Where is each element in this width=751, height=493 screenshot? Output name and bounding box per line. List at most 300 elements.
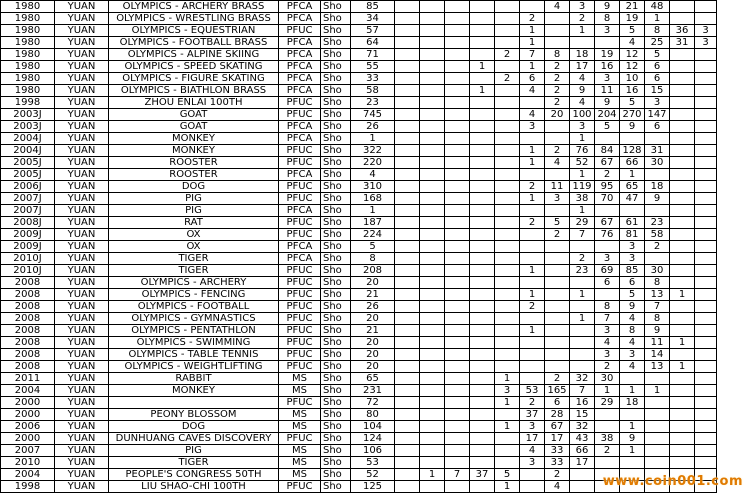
table-cell: OLYMPICS - SWIMMING <box>109 337 279 349</box>
table-cell: 52 <box>570 157 595 169</box>
table-cell <box>420 169 445 181</box>
table-cell: 9 <box>570 85 595 97</box>
table-cell <box>695 61 717 73</box>
table-row <box>1 421 717 433</box>
table-row <box>1 1 717 13</box>
table-cell <box>570 325 595 337</box>
table-cell: 5 <box>595 121 620 133</box>
table-cell: 20 <box>545 109 570 121</box>
table-cell: 3 <box>495 385 520 397</box>
table-cell <box>470 361 495 373</box>
table-cell <box>670 253 695 265</box>
table-cell <box>420 85 445 97</box>
table-cell <box>395 337 420 349</box>
table-cell <box>395 433 420 445</box>
table-cell <box>470 157 495 169</box>
table-cell: 9 <box>620 121 645 133</box>
table-cell: 2011 <box>1 373 55 385</box>
table-cell: OLYMPICS - BIATHLON BRASS <box>109 85 279 97</box>
table-cell <box>420 145 445 157</box>
table-cell: 16 <box>620 85 645 97</box>
table-cell <box>445 373 470 385</box>
table-cell: 2007J <box>1 193 55 205</box>
table-cell: 2000 <box>1 409 55 421</box>
table-cell <box>545 241 570 253</box>
table-cell: 2004 <box>1 385 55 397</box>
table-cell: 1 <box>570 169 595 181</box>
table-cell <box>495 37 520 49</box>
table-cell: 1 <box>670 289 695 301</box>
table-cell <box>670 265 695 277</box>
table-cell <box>470 253 495 265</box>
table-cell: Sho <box>321 253 351 265</box>
table-cell <box>495 85 520 97</box>
table-row <box>1 37 717 49</box>
table-cell <box>395 181 420 193</box>
table-cell: PFCA <box>279 253 321 265</box>
table-cell: PFUC <box>279 481 321 493</box>
table-cell <box>695 73 717 85</box>
table-cell: Sho <box>321 445 351 457</box>
table-cell: 2 <box>595 445 620 457</box>
table-cell: YUAN <box>55 97 109 109</box>
table-cell: 34 <box>351 13 395 25</box>
table-cell <box>495 109 520 121</box>
table-cell: 1 <box>620 445 645 457</box>
table-cell: 2 <box>545 469 570 481</box>
table-row <box>1 289 717 301</box>
table-cell <box>670 313 695 325</box>
table-cell <box>695 265 717 277</box>
table-cell: PFCA <box>279 169 321 181</box>
table-cell <box>595 133 620 145</box>
table-cell: 84 <box>595 145 620 157</box>
table-cell <box>620 409 645 421</box>
table-cell: TIGER <box>109 265 279 277</box>
table-cell: YUAN <box>55 133 109 145</box>
table-cell <box>695 157 717 169</box>
table-cell <box>470 325 495 337</box>
table-cell: PIG <box>109 445 279 457</box>
table-cell <box>420 325 445 337</box>
table-cell: Sho <box>321 121 351 133</box>
table-cell: OLYMPICS - ARCHERY BRASS <box>109 1 279 13</box>
table-cell: 15 <box>645 85 670 97</box>
table-cell: DOG <box>109 181 279 193</box>
table-cell: PFUC <box>279 325 321 337</box>
table-cell: 1 <box>520 193 545 205</box>
table-cell <box>670 301 695 313</box>
table-cell: 2 <box>545 85 570 97</box>
table-cell <box>445 445 470 457</box>
table-cell: 106 <box>351 445 395 457</box>
table-cell <box>395 361 420 373</box>
table-cell <box>520 373 545 385</box>
table-cell <box>670 109 695 121</box>
table-cell: 18 <box>620 397 645 409</box>
table-cell: 1980 <box>1 61 55 73</box>
table-cell: YUAN <box>55 349 109 361</box>
table-cell <box>470 457 495 469</box>
table-cell: YUAN <box>55 1 109 13</box>
table-cell: Sho <box>321 133 351 145</box>
table-cell: Sho <box>321 277 351 289</box>
table-cell: 85 <box>620 265 645 277</box>
table-cell: 2008 <box>1 361 55 373</box>
table-cell: PFCA <box>279 85 321 97</box>
table-cell <box>495 253 520 265</box>
table-cell: YUAN <box>55 85 109 97</box>
table-cell: Sho <box>321 97 351 109</box>
table-cell: PFCA <box>279 121 321 133</box>
table-cell: 61 <box>620 217 645 229</box>
table-cell: 67 <box>595 217 620 229</box>
table-cell: 1 <box>645 385 670 397</box>
table-cell <box>495 145 520 157</box>
table-cell: 6 <box>645 73 670 85</box>
table-cell: 67 <box>595 157 620 169</box>
table-cell: 3 <box>520 457 545 469</box>
table-cell <box>670 73 695 85</box>
table-cell: MS <box>279 457 321 469</box>
table-row <box>1 85 717 97</box>
table-cell: PFUC <box>279 109 321 121</box>
table-cell: 1 <box>495 481 520 493</box>
table-cell: 11 <box>645 337 670 349</box>
table-cell: 16 <box>595 61 620 73</box>
table-row <box>1 337 717 349</box>
table-cell <box>445 229 470 241</box>
table-cell <box>570 349 595 361</box>
table-cell <box>395 253 420 265</box>
table-cell <box>445 193 470 205</box>
table-cell <box>420 277 445 289</box>
table-cell <box>470 313 495 325</box>
table-cell: 100 <box>570 109 595 121</box>
table-cell: Sho <box>321 325 351 337</box>
table-cell: 1 <box>520 325 545 337</box>
table-row <box>1 229 717 241</box>
table-cell <box>520 349 545 361</box>
table-cell <box>445 37 470 49</box>
table-cell <box>545 349 570 361</box>
table-cell: YUAN <box>55 409 109 421</box>
table-cell: 12 <box>620 61 645 73</box>
table-cell: 1 <box>620 169 645 181</box>
table-cell: 4 <box>620 37 645 49</box>
table-cell: 3 <box>695 37 717 49</box>
table-cell <box>495 217 520 229</box>
table-cell: OLYMPICS - FIGURE SKATING <box>109 73 279 85</box>
table-cell <box>420 385 445 397</box>
table-cell: YUAN <box>55 313 109 325</box>
table-cell: 1980 <box>1 25 55 37</box>
table-cell: 6 <box>595 277 620 289</box>
table-cell: Sho <box>321 205 351 217</box>
table-cell: 36 <box>670 25 695 37</box>
table-cell <box>470 121 495 133</box>
table-cell: 38 <box>570 193 595 205</box>
table-cell: 1980 <box>1 37 55 49</box>
table-cell: 16 <box>570 397 595 409</box>
table-cell: 9 <box>645 193 670 205</box>
table-row <box>1 301 717 313</box>
table-cell: PFUC <box>279 157 321 169</box>
table-cell: 69 <box>595 265 620 277</box>
table-cell <box>670 169 695 181</box>
table-cell: 9 <box>620 301 645 313</box>
table-cell: 1 <box>495 421 520 433</box>
table-cell: 33 <box>351 73 395 85</box>
table-cell <box>445 13 470 25</box>
table-cell: 208 <box>351 265 395 277</box>
table-cell: PFUC <box>279 25 321 37</box>
table-cell: 1 <box>520 265 545 277</box>
table-cell: 3 <box>595 73 620 85</box>
table-cell <box>470 49 495 61</box>
table-cell <box>495 361 520 373</box>
table-cell: 2 <box>520 301 545 313</box>
table-cell: 3 <box>570 1 595 13</box>
table-row <box>1 109 717 121</box>
table-cell: PFUC <box>279 337 321 349</box>
table-cell <box>645 253 670 265</box>
table-cell: 26 <box>351 121 395 133</box>
table-cell: 1 <box>570 289 595 301</box>
table-row <box>1 265 717 277</box>
table-cell: 6 <box>645 61 670 73</box>
table-cell <box>420 157 445 169</box>
table-cell <box>470 193 495 205</box>
table-cell <box>395 265 420 277</box>
table-cell <box>395 97 420 109</box>
table-cell: PFUC <box>279 181 321 193</box>
table-cell <box>520 229 545 241</box>
table-cell: Sho <box>321 109 351 121</box>
table-cell: PFCA <box>279 133 321 145</box>
table-cell: 66 <box>570 445 595 457</box>
table-cell: 2008 <box>1 325 55 337</box>
table-cell: 20 <box>351 361 395 373</box>
table-cell <box>695 301 717 313</box>
table-cell: 1998 <box>1 481 55 493</box>
table-cell <box>570 361 595 373</box>
table-cell: LIU SHAO-CHI 100TH <box>109 481 279 493</box>
table-cell <box>695 457 717 469</box>
table-cell: 1 <box>470 85 495 97</box>
table-cell <box>670 421 695 433</box>
table-cell <box>420 1 445 13</box>
table-cell <box>670 457 695 469</box>
table-cell: OX <box>109 229 279 241</box>
table-cell <box>495 61 520 73</box>
table-cell: MS <box>279 409 321 421</box>
table-cell: 3 <box>570 121 595 133</box>
table-cell: MS <box>279 373 321 385</box>
table-cell: 17 <box>570 61 595 73</box>
table-cell: 2009J <box>1 241 55 253</box>
table-cell: OLYMPICS - WEIGHTLIFTING <box>109 361 279 373</box>
table-cell <box>445 25 470 37</box>
table-cell: 1 <box>495 373 520 385</box>
table-cell <box>670 241 695 253</box>
table-cell: Sho <box>321 193 351 205</box>
table-cell: 3 <box>695 25 717 37</box>
table-cell: 8 <box>620 325 645 337</box>
table-cell: PFUC <box>279 349 321 361</box>
table-cell: YUAN <box>55 217 109 229</box>
table-cell: YUAN <box>55 205 109 217</box>
table-cell <box>395 277 420 289</box>
table-cell <box>395 385 420 397</box>
table-cell <box>645 373 670 385</box>
table-cell <box>695 397 717 409</box>
table-cell: Sho <box>321 301 351 313</box>
table-cell <box>695 385 717 397</box>
table-row <box>1 433 717 445</box>
table-cell <box>670 229 695 241</box>
table-cell: 2 <box>545 145 570 157</box>
table-cell: YUAN <box>55 301 109 313</box>
table-cell: 1 <box>470 61 495 73</box>
table-cell <box>445 121 470 133</box>
table-cell <box>395 109 420 121</box>
table-cell <box>695 445 717 457</box>
table-cell: OLYMPICS - ARCHERY <box>109 277 279 289</box>
table-cell <box>520 169 545 181</box>
table-cell: 3 <box>620 349 645 361</box>
table-cell <box>695 313 717 325</box>
table-cell: 15 <box>570 409 595 421</box>
table-cell: YUAN <box>55 445 109 457</box>
table-cell <box>545 205 570 217</box>
table-cell: 3 <box>545 193 570 205</box>
table-cell: 2008 <box>1 289 55 301</box>
table-cell <box>645 433 670 445</box>
table-cell: RAT <box>109 217 279 229</box>
table-cell: 19 <box>595 49 620 61</box>
table-cell: 2006J <box>1 181 55 193</box>
table-cell: YUAN <box>55 337 109 349</box>
table-cell: YUAN <box>55 25 109 37</box>
table-cell <box>620 205 645 217</box>
table-cell <box>520 277 545 289</box>
table-cell <box>445 169 470 181</box>
table-row <box>1 61 717 73</box>
table-cell <box>695 277 717 289</box>
table-cell: 2004 <box>1 469 55 481</box>
table-cell: 4 <box>570 97 595 109</box>
table-cell: 2005J <box>1 157 55 169</box>
table-row <box>1 361 717 373</box>
table-cell <box>420 241 445 253</box>
table-cell <box>645 133 670 145</box>
table-cell <box>395 409 420 421</box>
table-cell: ZHOU ENLAI 100TH <box>109 97 279 109</box>
table-cell <box>670 349 695 361</box>
table-cell: 64 <box>351 37 395 49</box>
table-cell <box>520 469 545 481</box>
table-cell <box>670 193 695 205</box>
table-cell: 10 <box>620 73 645 85</box>
table-row <box>1 241 717 253</box>
table-row <box>1 313 717 325</box>
table-cell: Sho <box>321 433 351 445</box>
table-cell <box>695 373 717 385</box>
table-cell <box>420 397 445 409</box>
table-cell: Sho <box>321 289 351 301</box>
table-cell <box>695 421 717 433</box>
table-cell: 2004J <box>1 145 55 157</box>
table-cell: 1 <box>595 385 620 397</box>
table-cell: YUAN <box>55 457 109 469</box>
table-cell <box>595 289 620 301</box>
table-cell <box>595 409 620 421</box>
table-cell: 18 <box>645 181 670 193</box>
table-cell <box>470 97 495 109</box>
table-cell: MS <box>279 385 321 397</box>
table-cell <box>570 241 595 253</box>
table-cell: 20 <box>351 277 395 289</box>
table-cell <box>695 289 717 301</box>
table-cell: RABBIT <box>109 373 279 385</box>
table-cell <box>670 277 695 289</box>
table-cell <box>470 1 495 13</box>
table-row <box>1 193 717 205</box>
table-cell <box>645 457 670 469</box>
table-cell: 3 <box>620 241 645 253</box>
table-cell <box>395 313 420 325</box>
table-cell <box>670 121 695 133</box>
table-cell: 20 <box>351 337 395 349</box>
table-cell <box>395 457 420 469</box>
table-cell: YUAN <box>55 157 109 169</box>
table-cell: OLYMPICS - EQUESTRIAN <box>109 25 279 37</box>
table-cell: 1 <box>520 61 545 73</box>
table-cell: Sho <box>321 469 351 481</box>
table-cell <box>470 13 495 25</box>
table-cell: OLYMPICS - SPEED SKATING <box>109 61 279 73</box>
table-cell: 31 <box>670 37 695 49</box>
table-cell <box>395 193 420 205</box>
table-cell <box>670 409 695 421</box>
table-cell <box>645 421 670 433</box>
table-cell: 2 <box>595 169 620 181</box>
table-cell: YUAN <box>55 241 109 253</box>
table-cell <box>545 133 570 145</box>
table-cell: 5 <box>620 97 645 109</box>
table-cell <box>570 337 595 349</box>
table-row <box>1 457 717 469</box>
table-cell: TIGER <box>109 457 279 469</box>
table-cell: 2000 <box>1 397 55 409</box>
table-cell: 2003J <box>1 109 55 121</box>
table-cell <box>670 1 695 13</box>
table-cell: 12 <box>620 49 645 61</box>
table-cell: 2003J <box>1 121 55 133</box>
table-cell: 8 <box>645 277 670 289</box>
table-cell: Sho <box>321 361 351 373</box>
table-cell: Sho <box>321 181 351 193</box>
table-cell: 204 <box>595 109 620 121</box>
table-cell <box>470 409 495 421</box>
table-cell <box>695 217 717 229</box>
table-cell <box>445 109 470 121</box>
site-watermark: www.coin001.com <box>602 474 743 489</box>
table-cell: 2 <box>545 97 570 109</box>
table-cell <box>670 97 695 109</box>
table-cell: PFUC <box>279 145 321 157</box>
